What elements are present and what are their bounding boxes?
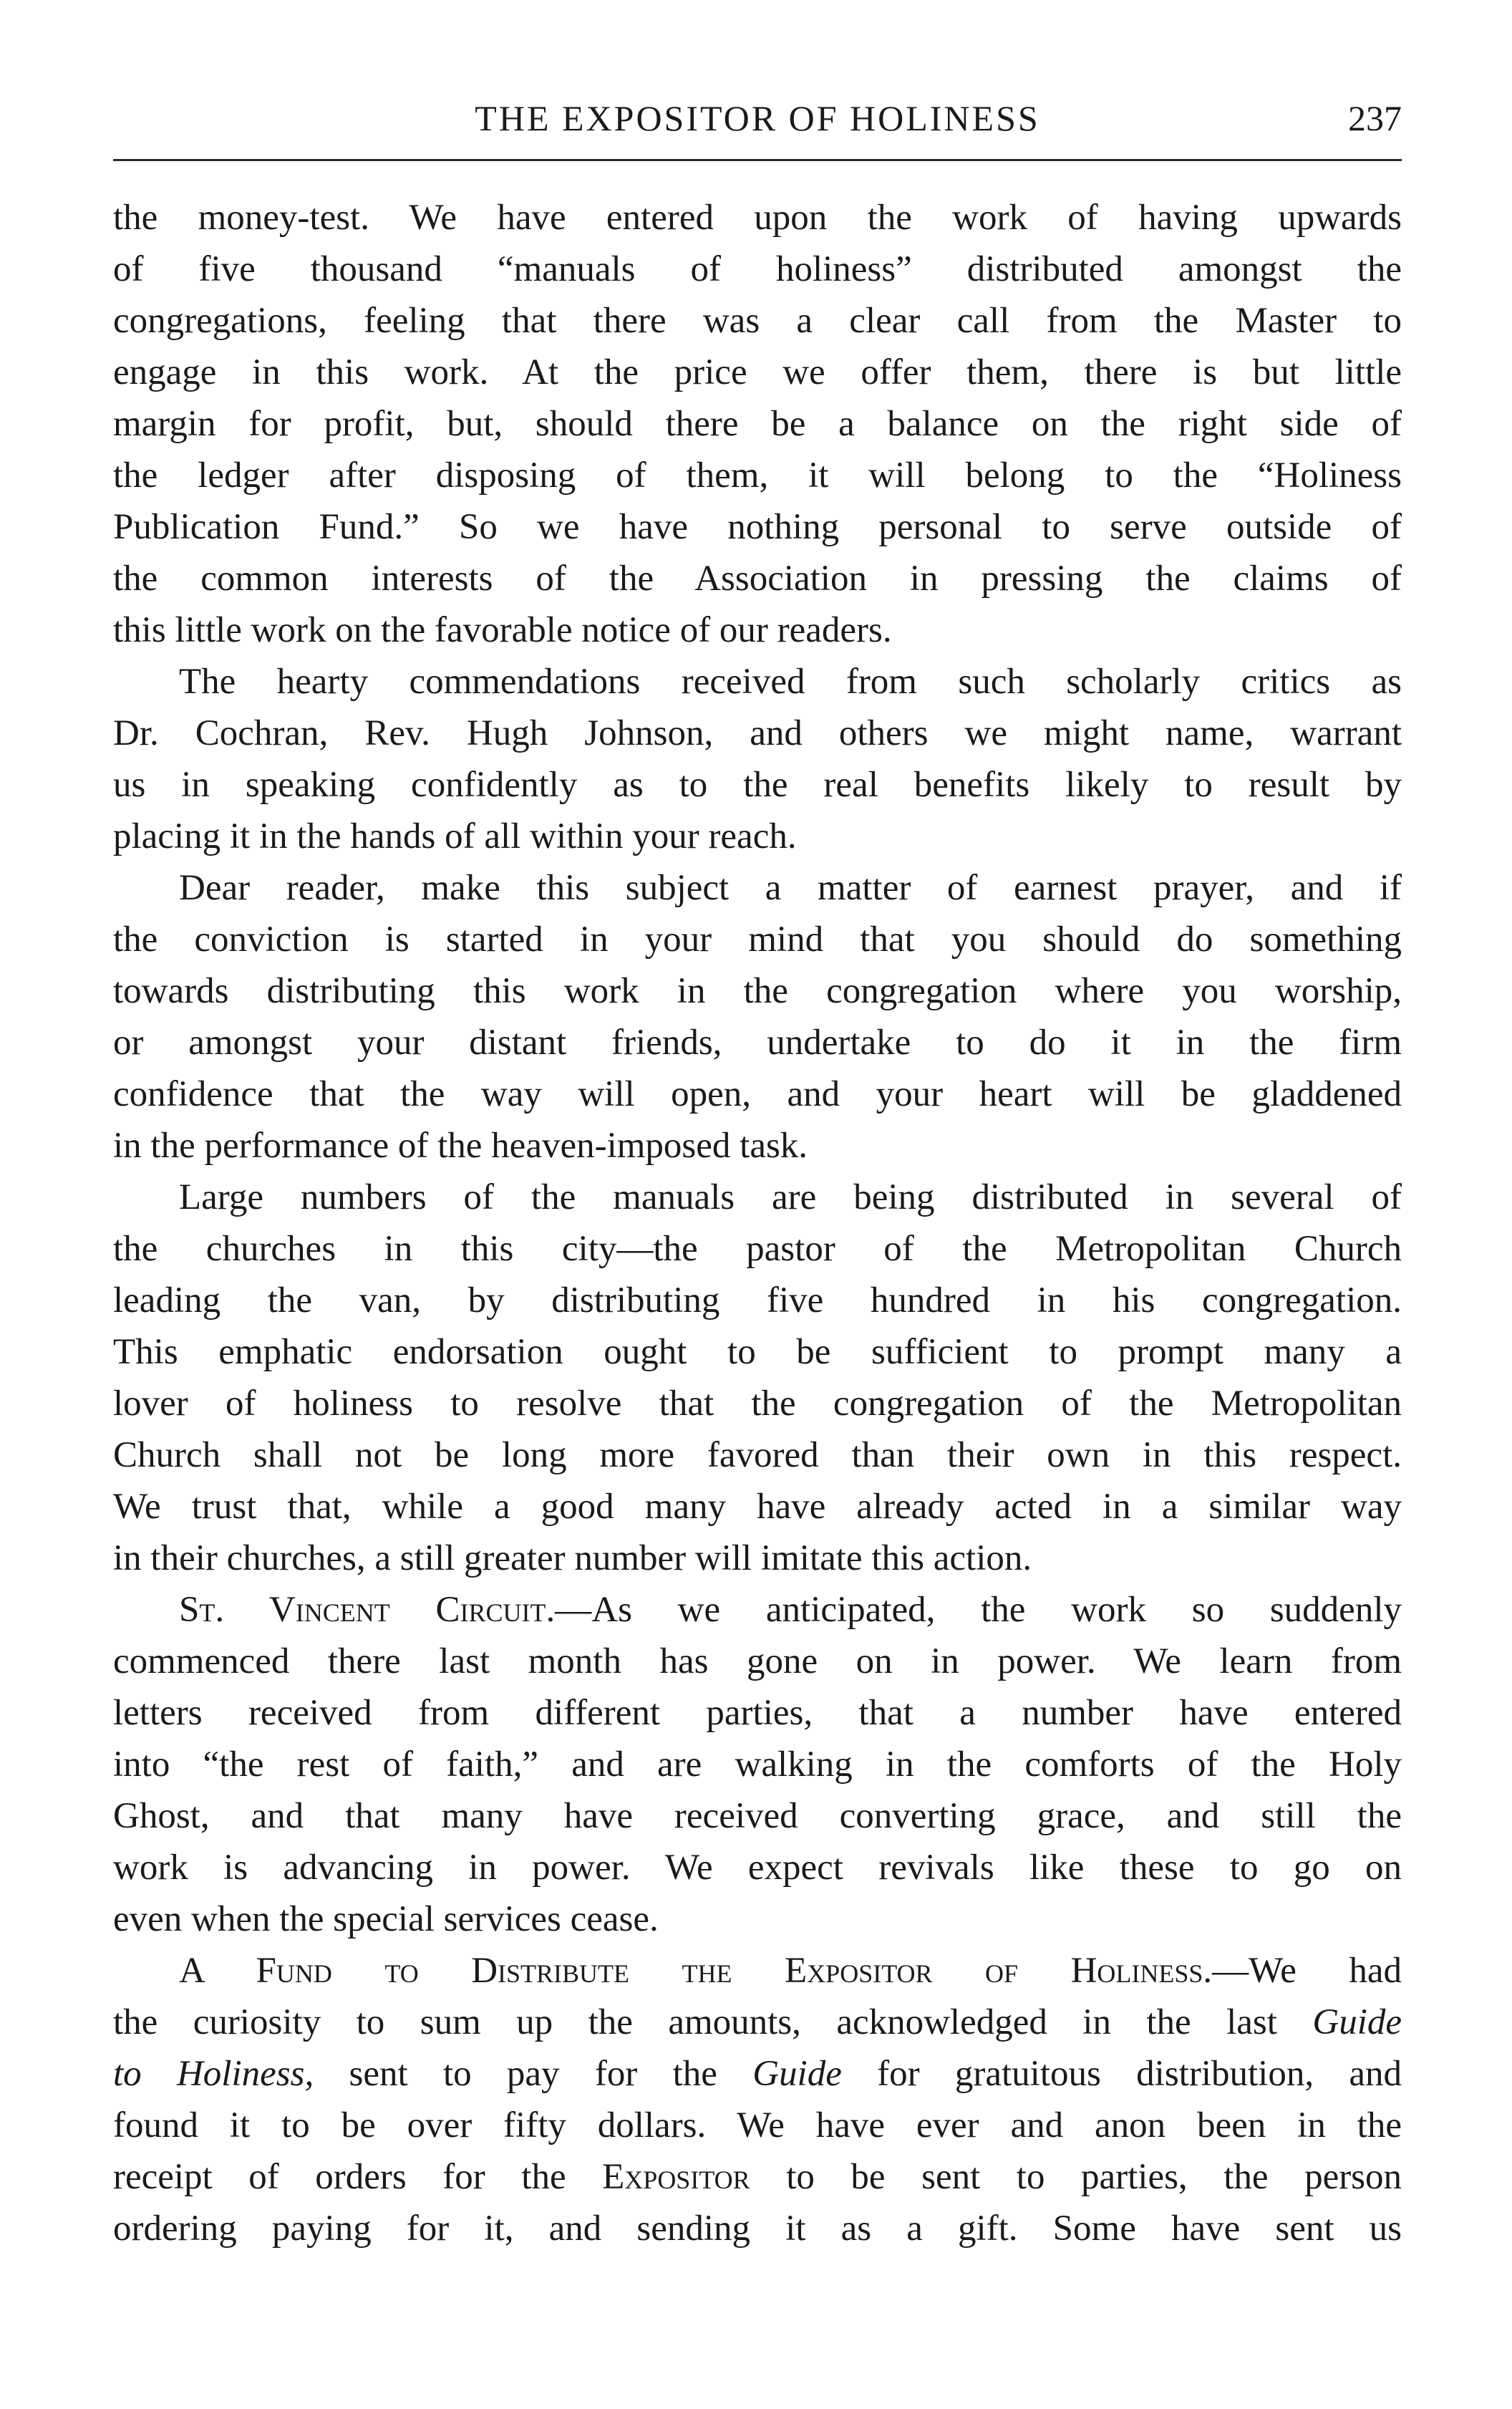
text-line [113, 2048, 1402, 2100]
text-line [113, 1997, 1402, 2048]
section-heading-fund: A Fund to Distribute the Expositor of Holiness. [179, 1951, 1213, 1991]
paragraph-large-numbers [113, 1172, 1402, 1584]
paragraph-commendations [113, 656, 1402, 862]
paragraph-fund-to-distribute [113, 1945, 1402, 2254]
text-line: congregations, feeling that there was a clear call from the Master to [113, 301, 1402, 341]
text-fragment: to be sent to parties, the person [786, 2157, 1402, 2197]
text-line: commenced there last month has gone on in power. We learn from [113, 1641, 1402, 1681]
text-line: or amongst your distant friends, undertake to do it in the firm [113, 1023, 1402, 1063]
text-line: towards distributing this work in the congregation where you worship, [113, 971, 1402, 1011]
text-line: the ledger after disposing of them, it will belong to the “Holiness [113, 455, 1402, 496]
paragraph-money-test [113, 192, 1402, 656]
text-line: Dear reader, make this subject a matter of earnest prayer, and if [179, 868, 1402, 908]
text-line: the common interests of the Association in pressing the claims of [113, 559, 1402, 599]
text-fragment: the curiosity to sum up the amounts, acknowledged in the last [113, 2002, 1277, 2042]
text-line: even when the special services cease. [113, 1899, 659, 1939]
text-line: lover of holiness to resolve that the congregation of the Metropolitan [113, 1384, 1402, 1424]
text-line: This emphatic endorsation ought to be sufficient to prompt many a [113, 1332, 1402, 1372]
header-rule [113, 159, 1402, 161]
text-line-tail: —As we anticipated, the work so suddenly [555, 1590, 1402, 1630]
italic-title-guide: Guide [752, 2054, 842, 2094]
paragraph-dear-reader [113, 862, 1402, 1172]
text-line: into “the rest of faith,” and are walking in the comforts of the Holy [113, 1744, 1402, 1785]
text-line [113, 2151, 1402, 2203]
text-line: us in speaking confidently as to the real benefits likely to result by [113, 765, 1402, 805]
text-line: the churches in this city—the pastor of the Metropolitan Church [113, 1229, 1402, 1269]
text-line: placing it in the hands of all within your reach. [113, 816, 797, 856]
text-line: confidence that the way will open, and your heart will be gladdened [113, 1074, 1402, 1114]
text-line [113, 1945, 1402, 1997]
italic-title-to-holiness: to Holiness, [113, 2054, 314, 2094]
text-line: The hearty commendations received from such scholarly critics as [179, 662, 1402, 702]
text-line: ordering paying for it, and sending it as a gift. Some have sent us [113, 2208, 1402, 2249]
text-line: of five thousand “manuals of holiness” distributed amongst the [113, 249, 1402, 289]
running-head [113, 93, 1402, 143]
italic-title-guide: Guide [1312, 2002, 1402, 2042]
body-text [113, 192, 1402, 2254]
text-fragment: for gratuitous distribution, and [877, 2054, 1402, 2094]
text-line: the money-test. We have entered upon the work of having upwards [113, 198, 1402, 238]
running-title: THE EXPOSITOR OF HOLINESS [475, 98, 1040, 138]
text-line: We trust that, while a good many have already acted in a similar way [113, 1487, 1402, 1527]
text-line: found it to be over fifty dollars. We have ever and anon been in the [113, 2105, 1402, 2145]
text-line: Dr. Cochran, Rev. Hugh Johnson, and others we might name, warrant [113, 713, 1402, 753]
text-line: margin for profit, but, should there be a balance on the right side of [113, 404, 1402, 444]
text-line: Large numbers of the manuals are being distributed in several of [179, 1177, 1402, 1217]
text-line: Church shall not be long more favored than their own in this respect. [113, 1435, 1402, 1475]
text-line: this little work on the favorable notice of our readers. [113, 610, 892, 650]
text-line-tail: —We had [1212, 1951, 1402, 1991]
small-caps-expositor: Expositor [602, 2157, 750, 2197]
text-line: letters received from different parties, that a number have entered [113, 1693, 1402, 1733]
text-line: leading the van, by distributing five hundred in his congregation. [113, 1280, 1402, 1321]
text-line [113, 1584, 1402, 1636]
section-heading-st-vincent: St. Vincent Circuit. [179, 1590, 556, 1630]
text-line: work is advancing in power. We expect revivals like these to go on [113, 1848, 1402, 1888]
text-line: engage in this work. At the price we offer them, there is but little [113, 352, 1402, 392]
text-fragment: sent to pay for the [349, 2054, 717, 2094]
text-line: Publication Fund.” So we have nothing personal to serve outside of [113, 507, 1402, 547]
paragraph-st-vincent-circuit [113, 1584, 1402, 1945]
text-fragment: receipt of orders for the [113, 2157, 566, 2197]
text-line: in their churches, a still greater number will imitate this action. [113, 1538, 1032, 1578]
text-line: in the performance of the heaven-imposed task. [113, 1126, 808, 1166]
text-line: the conviction is started in your mind that you should do something [113, 919, 1402, 960]
text-line: Ghost, and that many have received converting grace, and still the [113, 1796, 1402, 1836]
page-number: 237 [1348, 98, 1402, 138]
